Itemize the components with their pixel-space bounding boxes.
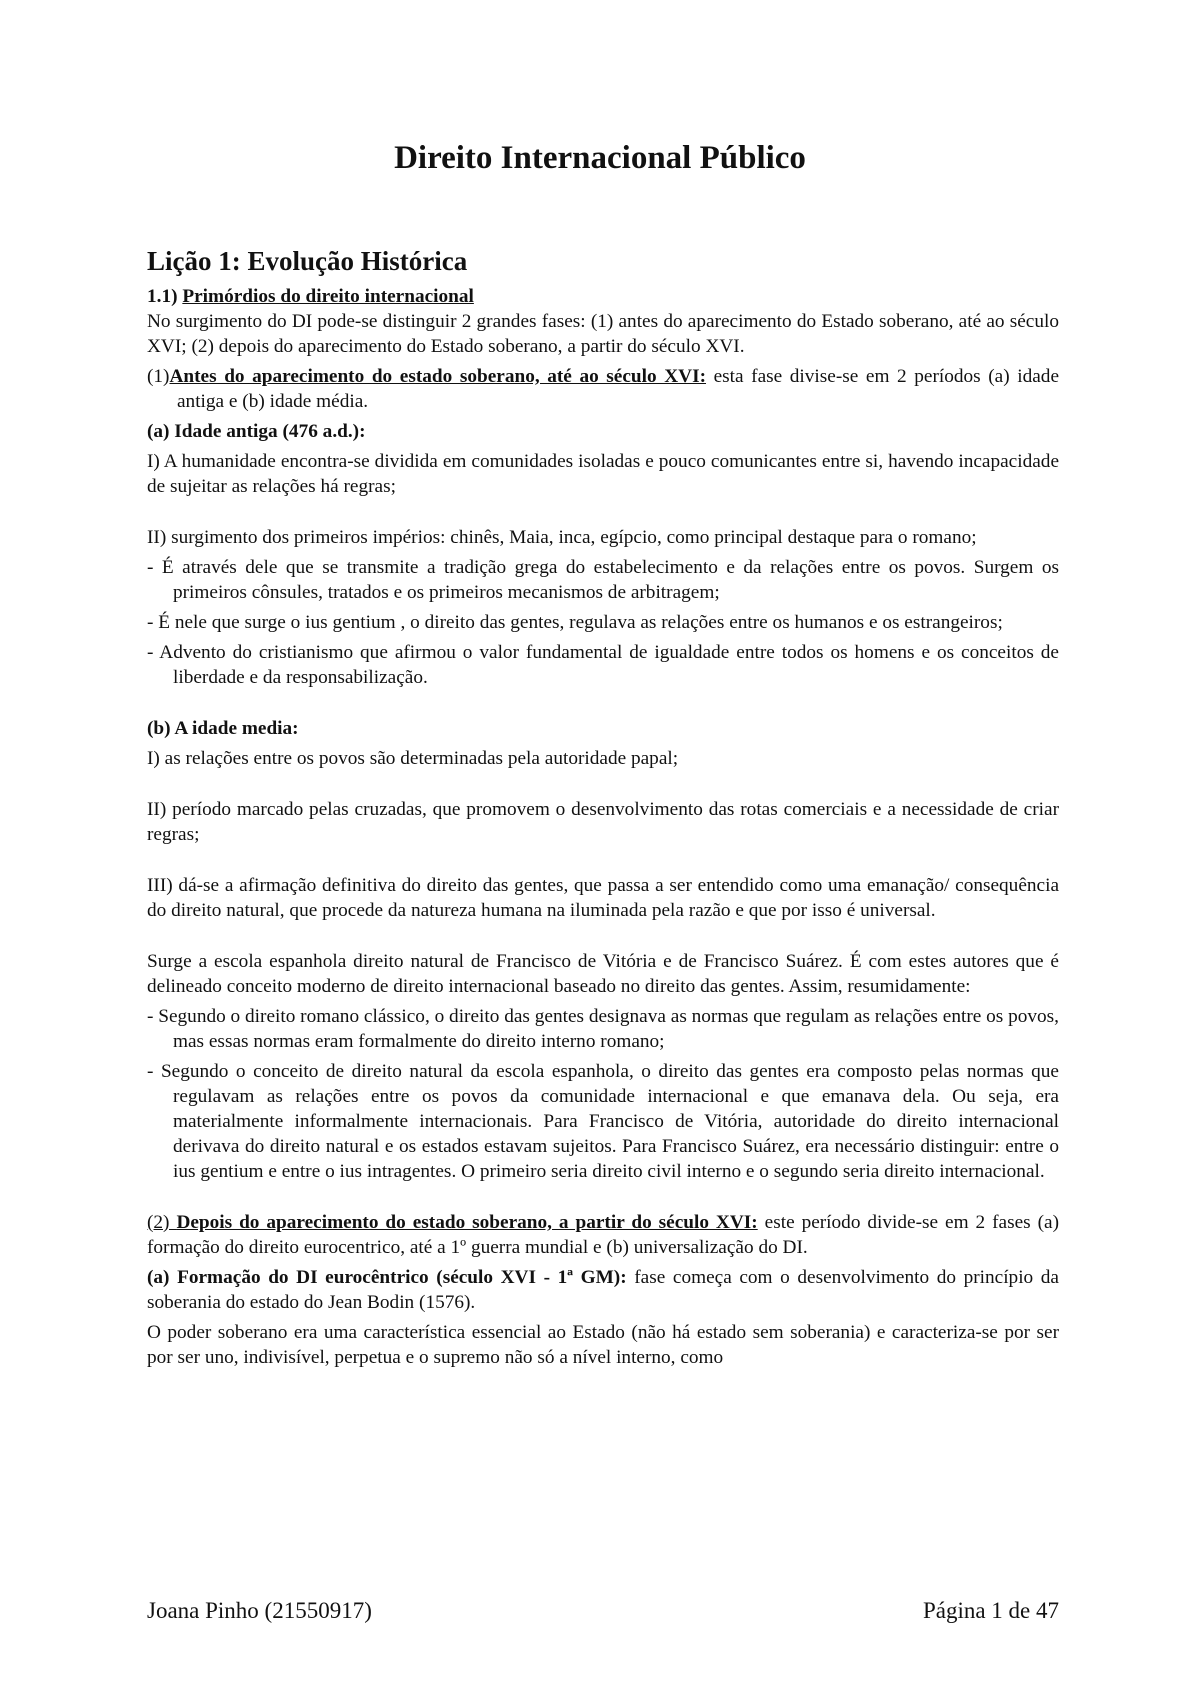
- euro-heading: (a) Formação do DI eurocêntrico (século XVI - 1ª GM):: [147, 1267, 627, 1288]
- media-paragraph-2: II) período marcado pelas cruzadas, que promovem o desenvolvimento das rotas comerciais e a necessidade de criar regras;: [147, 799, 1059, 845]
- media-paragraph-4: Surge a escola espanhola direito natural de Francisco de Vitória e de Francisco Suárez. É com estes autores que é delineado conceito moderno de direito internacional baseado no direito das gentes. Assim, resumidamente:: [147, 951, 1059, 997]
- phase-2-paragraph: [147, 1210, 1059, 1260]
- list-item: - É nele que surge o ius gentium , o direito das gentes, regulava as relações entre os humanos e os estrangeiros;: [147, 612, 1003, 633]
- euro-paragraph: [147, 1265, 1059, 1315]
- euro-text: fase começa com o desenvolvimento do princípio da soberania do estado do Jean Bodin (1576).: [147, 1267, 1059, 1313]
- phase-1-number: (1): [147, 366, 170, 387]
- lesson-title: Lição 1: Evolução Histórica: [147, 246, 468, 276]
- page-title: Direito Internacional Público: [394, 140, 806, 176]
- section-label: Primórdios do direito internacional: [182, 286, 474, 307]
- footer-author: Joana Pinho (21550917): [147, 1598, 372, 1623]
- media-paragraph-1: I) as relações entre os povos são determinadas pela autoridade papal;: [147, 748, 679, 769]
- bullet-marker: -: [147, 557, 154, 578]
- footer-page-number: Página 1 de 47: [922, 1598, 1059, 1623]
- bullet-marker: -: [147, 642, 154, 663]
- phase-1-text: esta fase divise-se em 2 períodos (a) idade antiga e (b) idade média.: [177, 366, 1060, 412]
- phase-2-text: este período divide-se em 2 fases (a) formação do direito eurocentrico, até a 1º guerra mundial e (b) universalização do DI.: [147, 1212, 1059, 1258]
- media-paragraph-3: III) dá-se a afirmação definitiva do direito das gentes, que passa a ser entendido como uma emanação/ consequência do direito natural, que procede da natureza humana na iluminada pela razão e que por isso é universal.: [147, 875, 1059, 921]
- section-heading-1-1: [147, 284, 1059, 309]
- intro-paragraph: No surgimento do DI pode-se distinguir 2 grandes fases: (1) antes do aparecimento do Estado soberano, até ao século XVI; (2) depois do aparecimento do Estado soberano, a partir do século XVI.: [147, 311, 1059, 357]
- section-number: 1.1): [147, 286, 183, 307]
- antiga-heading: (a) Idade antiga (476 a.d.):: [147, 421, 366, 442]
- phase-2-number: (2): [147, 1212, 177, 1233]
- phase-1-paragraph: [147, 364, 1059, 414]
- phase-1-label: Antes do aparecimento do estado soberano, até ao século XVI:: [169, 366, 707, 387]
- phase-2-label: Depois do aparecimento do estado soberano, a partir do século XVI:: [176, 1212, 758, 1233]
- bullet-marker: -: [147, 1006, 154, 1027]
- list-item: - Segundo o conceito de direito natural da escola espanhola, o direito das gentes era composto pelas normas que regulavam as relações entre os povos da comunidade internacional e que emanava dela. Ou seja, era materialmente informalmente internacionais. Para Francisco de Vitória, autoridade do direito internacional derivava do direito natural e os estados estavam sujeitos. Para Francisco Suárez, era necessário distinguir: entre o ius gentium e entre o ius intragentes. O primeiro seria direito civil interno e o segundo seria direito internacional.: [147, 1061, 1059, 1182]
- list-item: - É através dele que se transmite a tradição grega do estabelecimento e da relações entre os povos. Surgem os primeiros cônsules, tratados e os primeiros mecanismos de arbitragem;: [147, 557, 1059, 603]
- list-item: - Segundo o direito romano clássico, o direito das gentes designava as normas que regulam as relações entre os povos, mas essas normas eram formalmente do direito interno romano;: [147, 1006, 1059, 1052]
- antiga-paragraph-2: II) surgimento dos primeiros impérios: chinês, Maia, inca, egípcio, como principal destaque para o romano;: [147, 527, 977, 548]
- list-item: - Advento do cristianismo que afirmou o valor fundamental de igualdade entre todos os homens e os conceitos de liberdade e da responsabilização.: [147, 642, 1059, 688]
- document-body: [147, 236, 1059, 1370]
- euro-paragraph-1: O poder soberano era uma característica essencial ao Estado (não há estado sem soberania) e caracteriza-se por ser por ser uno, indivisível, perpetua e o supremo não só a nível interno, como: [147, 1322, 1059, 1368]
- bullet-marker: -: [147, 1061, 154, 1082]
- page-footer: [147, 1598, 1059, 1624]
- media-heading: (b) A idade media:: [147, 718, 299, 739]
- antiga-paragraph-1: I) A humanidade encontra-se dividida em comunidades isoladas e pouco comunicantes entre si, havendo incapacidade de sujeitar as relações há regras;: [147, 451, 1059, 497]
- bullet-marker: -: [147, 612, 154, 633]
